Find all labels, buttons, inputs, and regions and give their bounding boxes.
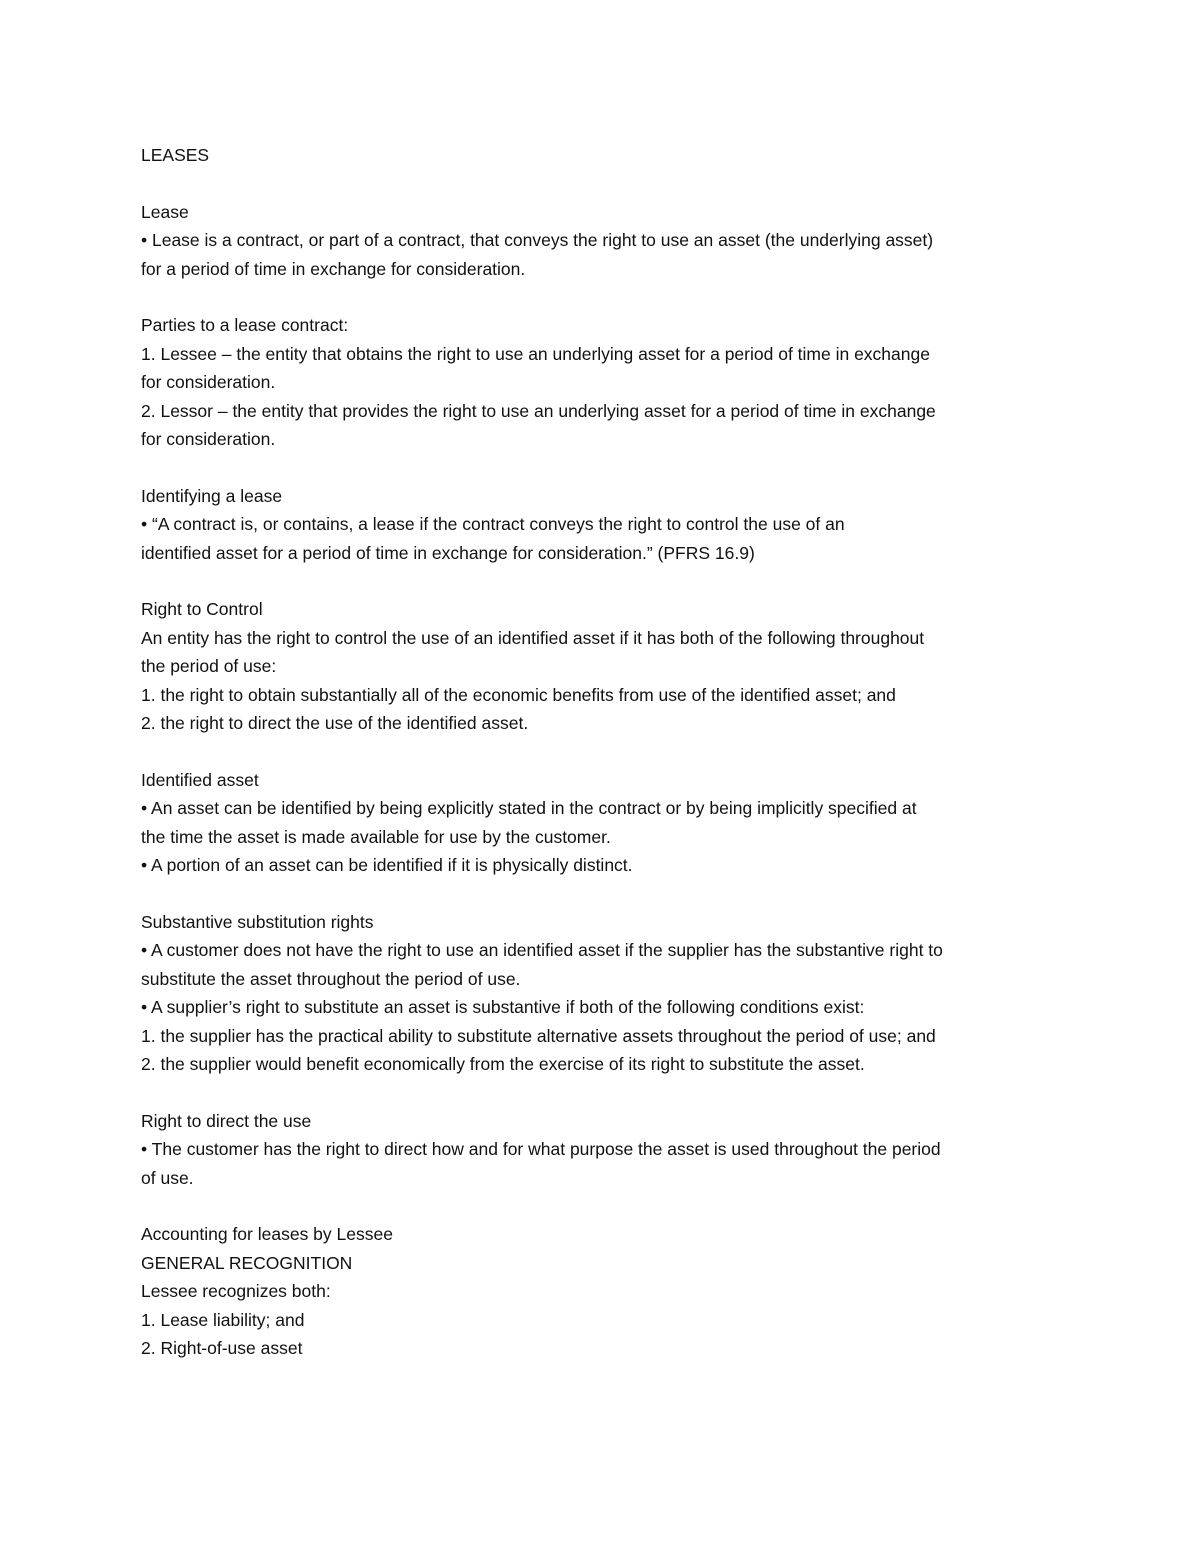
paragraph-gap — [141, 453, 1071, 481]
text-line: Lessee recognizes both: — [141, 1281, 331, 1302]
text-line: 1. the supplier has the practical ability to substitute alternative assets throughout the period of use; and — [141, 1025, 936, 1046]
text-line: • An asset can be identified by being explicitly stated in the contract or by being implicitly specified at — [141, 798, 917, 819]
text-line: 1. Lease liability; and — [141, 1309, 305, 1330]
section-heading: Right to direct the use — [141, 1110, 312, 1131]
text-line: • “A contract is, or contains, a lease if the contract conveys the right to control the use of an — [141, 514, 845, 535]
paragraph-gap — [141, 1078, 1071, 1106]
text-line: 2. the right to direct the use of the identified asset. — [141, 713, 529, 734]
section-identifying-lease — [141, 482, 1071, 567]
section-heading: Right to Control — [141, 599, 263, 620]
text-line: 2. Lessor – the entity that provides the right to use an underlying asset for a period of time in exchange — [141, 400, 936, 421]
text-line: identified asset for a period of time in exchange for consideration.” (PFRS 16.9) — [141, 542, 755, 563]
section-heading: Identifying a lease — [141, 485, 283, 506]
text-line: • The customer has the right to direct how and for what purpose the asset is used throughout the period — [141, 1139, 941, 1160]
document-page — [141, 141, 1071, 1362]
section-right-to-control — [141, 595, 1071, 737]
section-right-to-direct — [141, 1107, 1071, 1192]
text-line: • A supplier’s right to substitute an asset is substantive if both of the following conditions exist: — [141, 997, 865, 1018]
paragraph-gap — [141, 169, 1071, 197]
section-heading: Accounting for leases by Lessee — [141, 1224, 393, 1245]
paragraph-gap — [141, 737, 1071, 765]
section-identified-asset — [141, 766, 1071, 880]
paragraph-gap — [141, 879, 1071, 907]
paragraph-gap — [141, 1192, 1071, 1220]
text-line: GENERAL RECOGNITION — [141, 1252, 353, 1273]
text-line: substitute the asset throughout the period of use. — [141, 968, 521, 989]
section-heading: Lease — [141, 201, 189, 222]
text-line: 2. Right-of-use asset — [141, 1337, 303, 1358]
text-line: the period of use: — [141, 656, 277, 677]
text-line: for consideration. — [141, 429, 276, 450]
section-heading: Identified asset — [141, 769, 259, 790]
section-parties — [141, 311, 1071, 453]
section-lease — [141, 198, 1071, 283]
text-line: • A portion of an asset can be identified if it is physically distinct. — [141, 855, 633, 876]
text-line: of use. — [141, 1167, 194, 1188]
text-line: 1. Lessee – the entity that obtains the right to use an underlying asset for a period of time in exchange — [141, 343, 930, 364]
text-line: • A customer does not have the right to use an identified asset if the supplier has the substantive right to — [141, 940, 943, 961]
paragraph-gap — [141, 283, 1071, 311]
text-line: 2. the supplier would benefit economically from the exercise of its right to substitute the asset. — [141, 1053, 865, 1074]
section-lessee-accounting — [141, 1220, 1071, 1362]
section-substitution-rights — [141, 908, 1071, 1078]
section-heading: Parties to a lease contract: — [141, 315, 349, 336]
document-title: LEASES — [141, 145, 210, 165]
text-line: for consideration. — [141, 372, 276, 393]
section-heading: Substantive substitution rights — [141, 911, 374, 932]
paragraph-gap — [141, 567, 1071, 595]
text-line: for a period of time in exchange for consideration. — [141, 258, 526, 279]
text-line: the time the asset is made available for use by the customer. — [141, 826, 611, 847]
text-line: 1. the right to obtain substantially all of the economic benefits from use of the identified asset; and — [141, 684, 896, 705]
text-line: • Lease is a contract, or part of a contract, that conveys the right to use an asset (the underlying asset) — [141, 230, 934, 251]
text-line: An entity has the right to control the use of an identified asset if it has both of the following throughout — [141, 627, 925, 648]
